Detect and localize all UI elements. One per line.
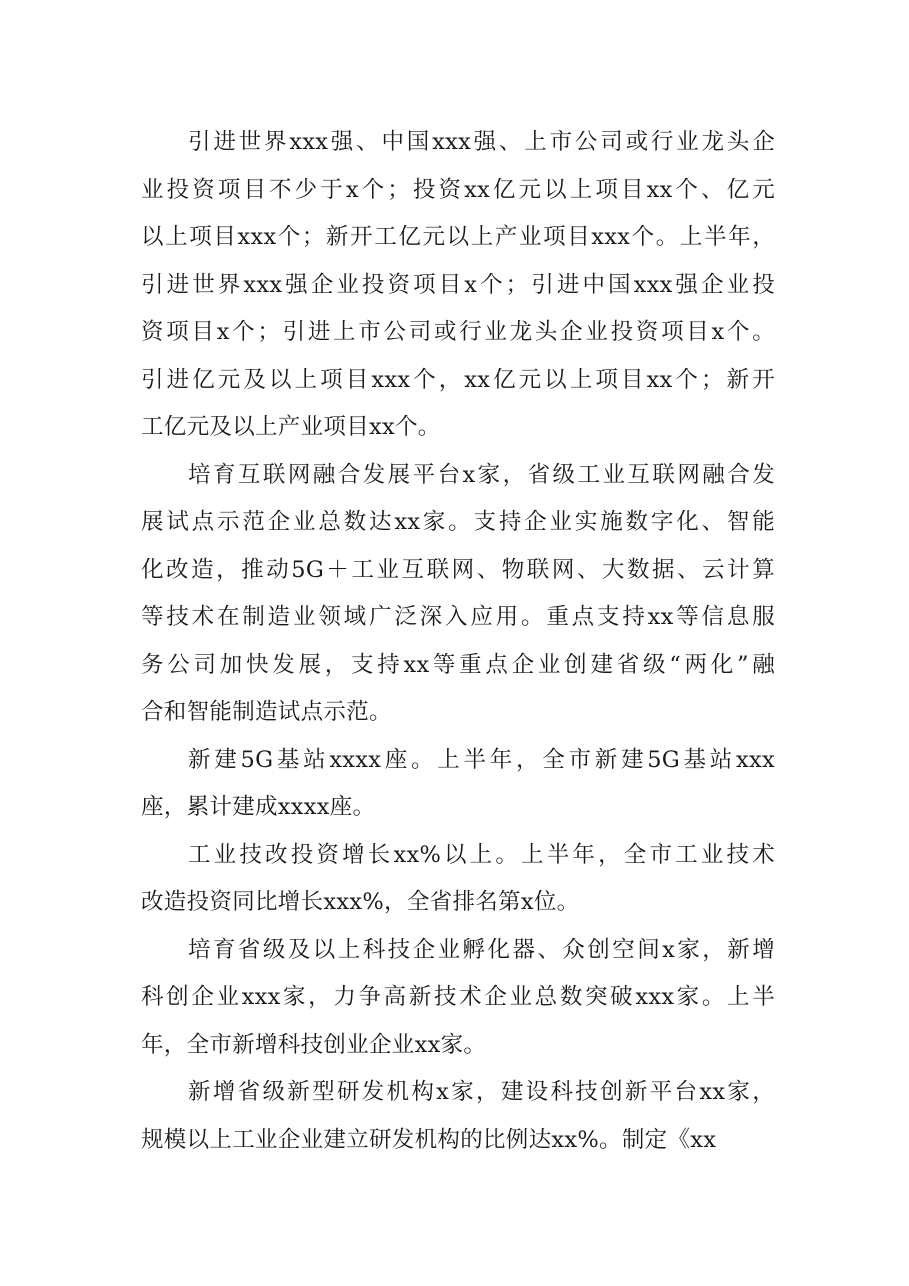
paragraph [141,1069,775,1164]
text-line: 务公司加快发展，支持xx等重点企业创建省级“两化”融 [141,651,775,678]
text-line: 规模以上工业企业建立研发机构的比例达xx%。制定《xx [141,1126,717,1153]
text-line: 资项目x个；引进上市公司或行业龙头企业投资项目x个。 [141,319,775,345]
text-line: 合和智能制造试点示范。 [141,699,392,725]
text-line: 新建5G基站xxxx座。上半年，全市新建5G基站xxx [188,746,775,773]
text-line: 引进亿元及以上项目xxx个，xx亿元以上项目xx个；新开 [141,366,775,393]
text-line: 培育互联网融合发展平台x家，省级工业互联网融合发 [188,461,775,488]
text-line: 化改造，推动5G＋工业互联网、物联网、大数据、云计算 [141,556,775,583]
paragraph [141,737,775,832]
text-line: 新增省级新型研发机构x家，建设科技创新平台xx家， [188,1079,775,1105]
text-line: 工亿元及以上产业项目xx个。 [141,414,441,440]
text-line: 改造投资同比增长xxx%，全省排名第x位。 [141,889,580,915]
text-line: 引进世界xxx强企业投资项目x个；引进中国xxx强企业投 [141,271,775,298]
text-line: 年，全市新增科技创业企业xx家。 [141,1031,487,1058]
text-line: 座，累计建成xxxx座。 [141,794,376,820]
text-line: 培育省级及以上科技企业孵化器、众创空间x家，新增 [188,936,775,963]
text-line: 工业技改投资增长xx%以上。上半年，全市工业技术 [188,841,775,868]
text-line: 科创企业xxx家，力争高新技术企业总数突破xxx家。上半 [141,984,775,1010]
paragraph [141,927,775,1070]
text-line: 等技术在制造业领域广泛深入应用。重点支持xx等信息服 [141,604,775,630]
paragraph [141,452,775,737]
paragraph [141,832,775,927]
text-line: 引进世界xxx强、中国xxx强、上市公司或行业龙头企 [188,129,775,155]
document-body [141,119,775,1164]
text-line: 展试点示范企业总数达xx家。支持企业实施数字化、智能 [141,509,775,535]
text-line: 以上项目xxx个；新开工亿元以上产业项目xxx个。上半年， [141,224,775,250]
text-line: 业投资项目不少于x个；投资xx亿元以上项目xx个、亿元 [141,176,775,203]
paragraph [141,119,775,452]
